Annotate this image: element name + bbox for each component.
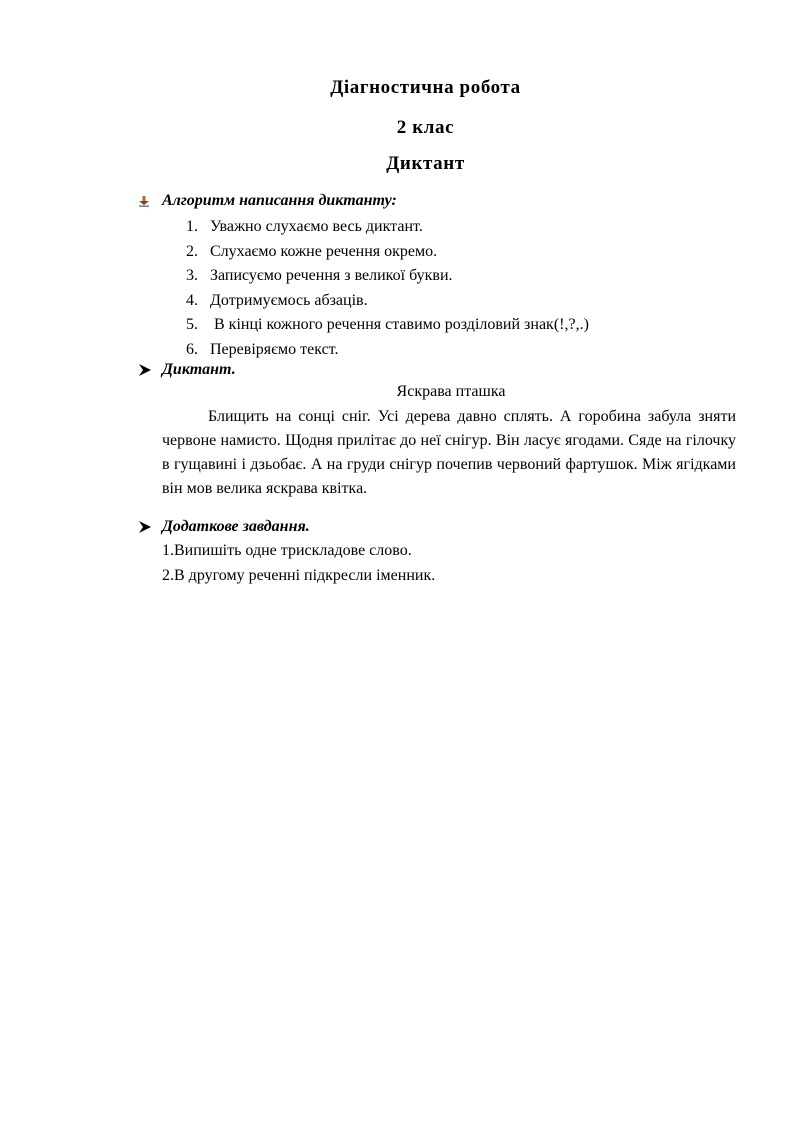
grade-label: 2 клас [396, 117, 455, 138]
document-title: Діагностична робота [330, 77, 521, 98]
dictation-heading [138, 361, 236, 379]
list-item: 5. В кінці кожного речення ставимо розділовий знак(!,?,.) [186, 316, 589, 333]
story-title: Яскрава пташка [396, 383, 506, 400]
list-item: 1. Уважно слухаємо весь диктант. [186, 218, 423, 235]
down-arrow-bullet-icon [138, 195, 154, 207]
arrowhead-bullet-icon [138, 363, 154, 377]
story-text: Блищить на сонці сніг. Усі дерева давно сплять. А горобина забула зняти червоне намисто. Щодня прилітає до неї снігур. Він ласує ягодами. Сяде на гілочку в гущавині і дзьобає. А на груди снігур почепив червоний фартушок. Між ягідками він мов велика яскрава квітка. [162, 408, 736, 497]
extra-task-heading [138, 518, 310, 536]
dictation-heading-text: Диктант. [162, 361, 236, 378]
algorithm-list [186, 215, 589, 362]
algorithm-heading [138, 192, 397, 210]
extra-task-item: 2.В другому реченні підкресли іменник. [162, 567, 436, 584]
list-item: 4. Дотримуємось абзаців. [186, 291, 368, 309]
document-subtitle: Диктант [386, 153, 465, 174]
algorithm-heading-text: Алгоритм написання диктанту: [162, 192, 397, 209]
extra-task-item: 1.Випишіть одне трискладове слово. [162, 542, 412, 559]
list-item: 2. Слухаємо кожне речення окремо. [186, 242, 438, 260]
extra-task-heading-text: Додаткове завдання. [162, 518, 310, 535]
arrowhead-bullet-icon [138, 520, 154, 534]
list-item: 3. Записуємо речення з великої букви. [186, 267, 453, 284]
list-item: 6. Перевіряємо текст. [186, 340, 339, 358]
